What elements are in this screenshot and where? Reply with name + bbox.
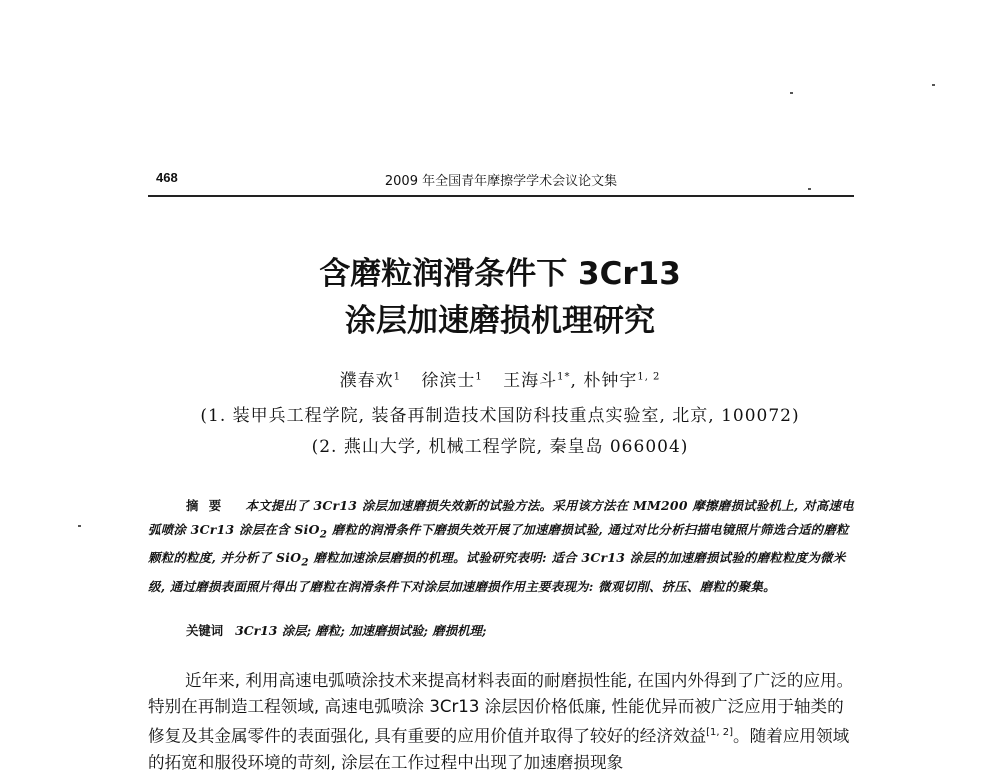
affiliation-2: (2. 燕山大学, 机械工程学院, 秦皇岛 066004) (311, 437, 689, 457)
abstract (148, 494, 854, 599)
keywords-text: 3Cr13 涂层; 磨粒; 加速磨损试验; 磨损机理; (235, 623, 487, 638)
author-affiliation-mark: 1 (475, 371, 483, 383)
abstract-text: 本文提出了 3Cr13 涂层加速磨损失效新的试验方法。采用该方法在 MM200 摩擦磨损试验机上, 对高速电弧喷涂 3Cr13 涂层在含 SiO (148, 498, 854, 537)
keywords-label: 关键词 (186, 623, 224, 638)
header-rule (148, 195, 854, 197)
author-name: 朴钟宇 (583, 371, 638, 391)
title-line-1: 含磨粒润滑条件下 3Cr13 (319, 256, 681, 292)
keywords (148, 621, 854, 639)
author-name: 王海斗 (503, 371, 558, 391)
author-list: 濮春欢$^1$ 徐滨士$^1$ 王海斗$^{1*}$, 朴钟宇$^{1, 2}$ (339, 371, 661, 391)
author-affiliation-mark: 1* (557, 371, 571, 383)
abstract-text: 磨粒加速涂层磨损的机理。试验研究表明: 适合 3Cr13 涂层的加速磨损试验的磨粒粒度为微米级, 通过磨损表面照片得出了磨粒在润滑条件下对涂层加速磨损作用主要表现为: 微观切削、挤压、磨粒的聚集。 (148, 550, 846, 595)
scan-speck (790, 92, 793, 94)
abstract-label-char-2: 要 (208, 498, 222, 513)
author-affiliation-mark: 1, 2 (637, 371, 661, 383)
abstract-label (186, 498, 231, 513)
affiliation-1: (1. 装甲兵工程学院, 装备再制造技术国防科技重点实验室, 北京, 100072) (200, 406, 800, 426)
paper-title (150, 251, 850, 345)
author-affiliation-mark: 1 (393, 371, 401, 383)
author-name: 濮春欢 (339, 371, 394, 391)
page-number: 468 (156, 170, 178, 185)
intro-paragraph (148, 668, 856, 776)
scan-speck (932, 84, 935, 86)
title-line-2: 涂层加速磨损机理研究 (345, 303, 655, 339)
abstract-subscript: 2 (301, 556, 309, 569)
author-name: 徐滨士 (421, 371, 476, 391)
paragraph-text: 。随着应用领域的拓宽和服役环境的苛刻, 涂层在工作过程中出现了加速磨损现象 (148, 726, 850, 772)
running-title: 2009 年全国青年摩擦学学术会议论文集 (384, 174, 618, 189)
abstract-text: 磨粒的润滑条件下磨损失效开展了加速磨损试验, 通过对比分析扫描电镜照片筛选合适的磨粒颗粒的粒度, 并分析了 SiO (148, 521, 849, 566)
scan-speck (78, 525, 81, 527)
abstract-label-char-1: 摘 (186, 498, 199, 513)
page-header (148, 170, 854, 190)
body-text (148, 668, 856, 776)
citation-mark: [1, 2] (706, 727, 734, 738)
paragraph-text: 近年来, 利用高速电弧喷涂技术来提高材料表面的耐磨损性能, 在国内外得到了广泛的应用。特别在再制造工程领域, 高速电弧喷涂 3Cr13 涂层因价格低廉, 性能优异而被广泛应用于轴类的修复及其金属零件的表面强化, 具有重要的应用价值并取得了较好的经济效益 (148, 671, 854, 746)
abstract-subscript: 2 (319, 527, 328, 540)
